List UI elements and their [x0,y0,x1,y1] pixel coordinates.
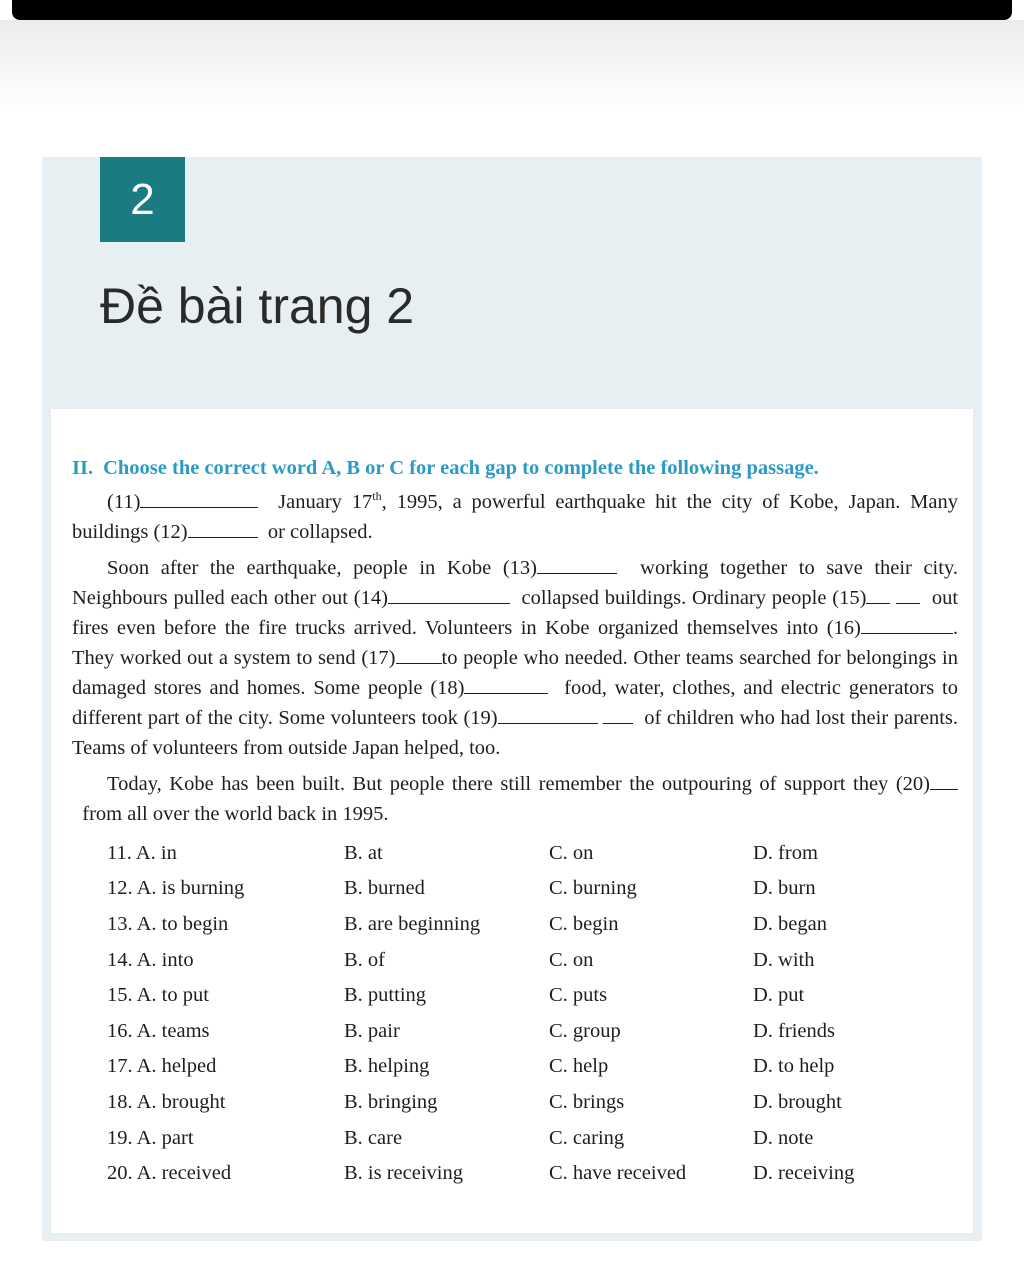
gap-14-blank [388,585,510,604]
worksheet-image [51,409,973,1233]
option-c: C. begin [549,912,619,935]
option-d: D. burn [753,877,816,900]
option-a: 18. A. brought [107,1090,226,1113]
section-number: II. [72,457,94,479]
option-d: D. brought [753,1090,842,1113]
section-instruction: Choose the correct word A, B or C for each gap to complete the following passage. [103,457,819,479]
passage-text: from all over the world back in 1995. [82,803,389,825]
option-b: B. at [344,841,383,864]
option-a: 12. A. is burning [107,877,245,900]
option-a: 15. A. to put [107,984,209,1007]
gap-19-blank-cont [603,705,633,724]
ordinal-suffix: th [372,489,382,504]
option-b: B. are beginning [344,912,481,935]
option-row [107,1155,958,1191]
gap-13-blank [537,555,617,574]
option-a: 20. A. received [107,1162,232,1185]
option-a: 19. A. part [107,1126,194,1149]
option-b: B. putting [344,984,427,1007]
gap-15-blank [866,585,890,604]
gap-12-blank [188,519,258,538]
option-c: C. puts [549,984,608,1007]
option-row [107,1084,958,1120]
passage-text: collapsed buildings. Ordinary people (15) [521,587,867,609]
gap-20-blank [930,771,958,790]
option-c: C. caring [549,1126,625,1149]
option-d: D. began [753,912,828,935]
option-b: B. pair [344,1019,400,1042]
answer-options [107,835,958,1191]
option-row [107,906,958,942]
content-card [42,157,982,1241]
option-c: C. brings [549,1090,625,1113]
passage-text: to people who needed. Other teams searched for belongings in damaged stores and homes. Some people (18) [72,647,958,699]
passage-text: Soon after the earthquake, people in Kobe (13) [107,557,537,579]
gap-17-blank [396,645,442,664]
option-c: C. on [549,948,594,971]
gap-19-blank [498,705,598,724]
page-title: Đề bài trang 2 [100,278,415,334]
gap-16-blank [861,615,953,634]
passage-text: January 17 [278,491,373,513]
option-d: D. receiving [753,1162,855,1185]
option-b: B. care [344,1126,403,1149]
option-d: D. to help [753,1055,835,1078]
option-a: 17. A. helped [107,1055,217,1078]
gap-15-blank-cont [896,585,920,604]
passage-text: , 1995, a powerful earthquake hit the city of Kobe, Japan. Many buildings (12) [72,491,959,543]
gap-11-blank [140,489,258,508]
option-b: B. bringing [344,1090,438,1113]
passage-text: of children who had lost their parents. Teams of volunteers from outside Japan helped, too. [72,707,959,759]
option-a: 16. A. teams [107,1019,210,1042]
top-shadow [0,20,1024,110]
passage-paragraph-3 [72,769,958,829]
option-d: D. friends [753,1019,835,1042]
option-c: C. help [549,1055,609,1078]
option-c: C. on [549,841,594,864]
option-b: B. is receiving [344,1162,463,1185]
top-status-bar [12,0,1012,20]
option-c: C. burning [549,877,637,900]
option-row [107,1049,958,1085]
option-d: D. note [753,1126,814,1149]
option-row [107,871,958,907]
passage-text: or collapsed. [267,521,373,543]
option-c: C. have received [549,1162,687,1185]
option-a: 14. A. into [107,948,194,971]
option-b: B. helping [344,1055,430,1078]
gap-18-blank [464,675,548,694]
option-d: D. put [753,984,805,1007]
gap-11-label: (11) [107,491,141,513]
option-b: B. of [344,948,385,971]
option-d: D. from [753,841,818,864]
passage-text: out fires even before the fire trucks arrived. Volunteers in Kobe organized themselves into (16) [72,587,959,639]
option-row [107,942,958,978]
option-row [107,977,958,1013]
section-heading [72,453,958,483]
passage-paragraph-1 [72,487,958,547]
option-row [107,835,958,871]
option-row [107,1120,958,1156]
passage-text: . They worked out a system to send (17) [72,617,958,669]
page-number-badge: 2 [100,157,185,242]
option-b: B. burned [344,877,425,900]
passage-text: Today, Kobe has been built. But people there still remember the outpouring of support they (20) [107,773,930,795]
passage-text: food, water, clothes, and electric generators to different part of the city. Some volunteers took (19) [72,677,958,729]
option-row [107,1013,958,1049]
option-c: C. group [549,1019,621,1042]
passage-text: working together to save their city. Neighbours pulled each other out (14) [72,557,958,609]
option-d: D. with [753,948,815,971]
option-a: 13. A. to begin [107,912,229,935]
passage-paragraph-2 [72,553,958,763]
option-a: 11. A. in [107,841,177,864]
worksheet-content [72,453,958,1191]
